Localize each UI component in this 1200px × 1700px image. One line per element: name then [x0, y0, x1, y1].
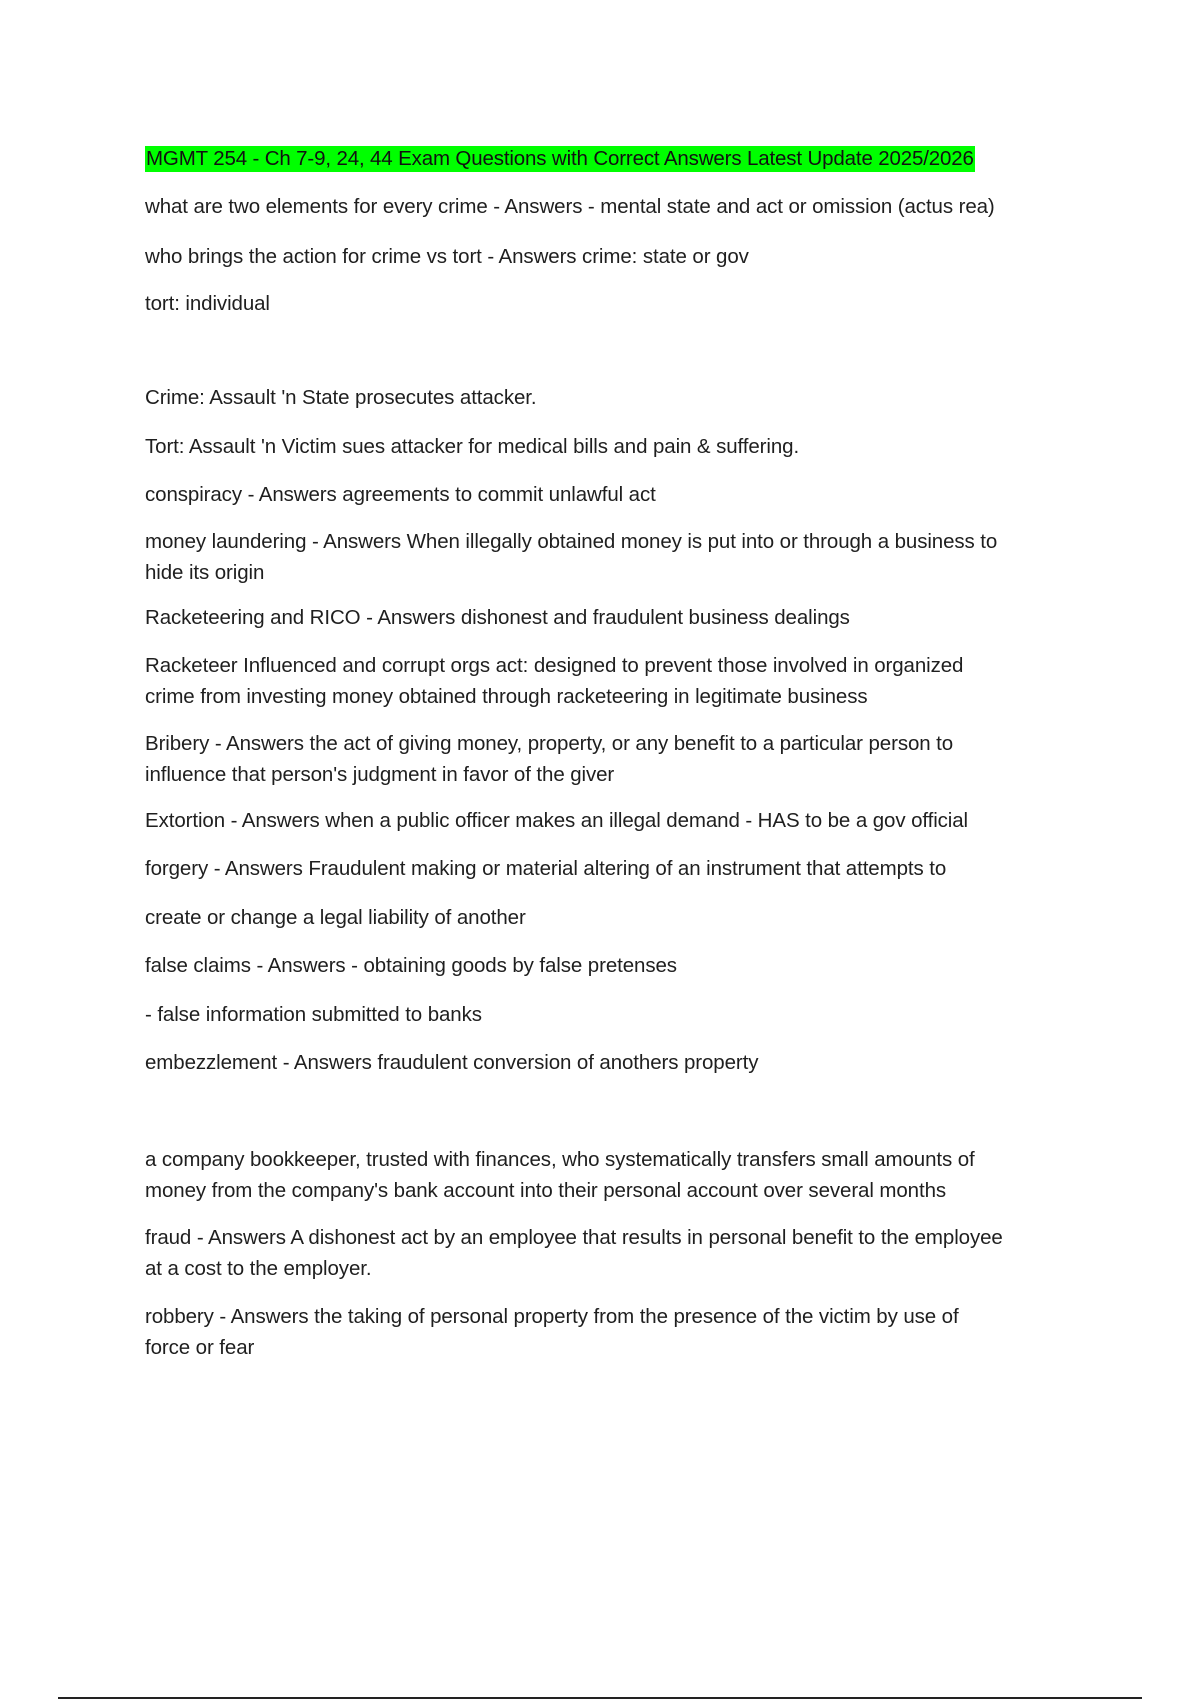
paragraph: [145, 1145, 1095, 1206]
paragraph-line: Crime: Assault 'n State prosecutes attacker.: [145, 386, 537, 409]
paragraph: [145, 854, 1095, 885]
paragraph-line: conspiracy - Answers agreements to commit unlawful act: [145, 483, 656, 506]
paragraph-line: force or fear: [145, 1335, 255, 1359]
paragraph-line: robbery - Answers the taking of personal property from the presence of the victim by use of: [145, 1305, 959, 1328]
paragraph: [145, 603, 1095, 634]
paragraph-line: what are two elements for every crime - Answers - mental state and act or omission (actus rea): [145, 195, 995, 218]
paragraph: [145, 192, 1095, 223]
paragraph: [145, 951, 1095, 982]
document-title: MGMT 254 - Ch 7-9, 24, 44 Exam Questions with Correct Answers Latest Update 2025/2026: [146, 147, 974, 170]
paragraph-line: Extortion - Answers when a public officer makes an illegal demand - HAS to be a gov official: [145, 809, 969, 832]
paragraph: [145, 242, 1095, 273]
paragraph: [145, 1302, 1095, 1363]
paragraph-line: Bribery - Answers the act of giving money, property, or any benefit to a particular person to: [145, 732, 954, 755]
paragraph: [145, 903, 1095, 934]
paragraph-line: Racketeer Influenced and corrupt orgs act: designed to prevent those involved in organized: [145, 654, 964, 677]
paragraph-line: a company bookkeeper, trusted with finances, who systematically transfers small amounts of: [145, 1148, 975, 1171]
paragraph: [145, 1000, 1095, 1031]
paragraph-line: influence that person's judgment in favor of the giver: [145, 762, 615, 786]
footer-divider: [58, 1697, 1142, 1699]
paragraph-line: hide its origin: [145, 560, 265, 584]
paragraph-line: - false information submitted to banks: [145, 1003, 482, 1026]
paragraph-line: create or change a legal liability of another: [145, 906, 526, 929]
paragraph-line: forgery - Answers Fraudulent making or material altering of an instrument that attempts to: [145, 857, 947, 880]
paragraph-line: false claims - Answers - obtaining goods by false pretenses: [145, 954, 677, 977]
paragraph: [145, 651, 1095, 712]
paragraph: [145, 480, 1095, 511]
paragraph-line: who brings the action for crime vs tort - Answers crime: state or gov: [145, 245, 749, 268]
paragraph: [145, 806, 1095, 837]
paragraph: [145, 729, 1095, 790]
paragraph-line: embezzlement - Answers fraudulent conversion of anothers property: [145, 1051, 759, 1074]
paragraph: [145, 289, 1095, 320]
paragraph-line: Tort: Assault 'n Victim sues attacker for medical bills and pain & suffering.: [145, 435, 800, 458]
paragraph: [145, 1048, 1095, 1079]
paragraph: [145, 432, 1095, 463]
paragraph-line: Racketeering and RICO - Answers dishonest and fraudulent business dealings: [145, 606, 850, 629]
paragraph: [145, 383, 1095, 414]
paragraph-line: money from the company's bank account into their personal account over several months: [145, 1178, 947, 1202]
paragraph: [145, 527, 1095, 588]
paragraph-line: at a cost to the employer.: [145, 1256, 372, 1280]
paragraph-line: tort: individual: [145, 292, 270, 315]
paragraph-line: crime from investing money obtained through racketeering in legitimate business: [145, 684, 868, 708]
paragraph: [145, 1223, 1095, 1284]
paragraph-line: fraud - Answers A dishonest act by an employee that results in personal benefit to the employee: [145, 1226, 1003, 1249]
paragraph-line: money laundering - Answers When illegally obtained money is put into or through a business to: [145, 530, 998, 553]
